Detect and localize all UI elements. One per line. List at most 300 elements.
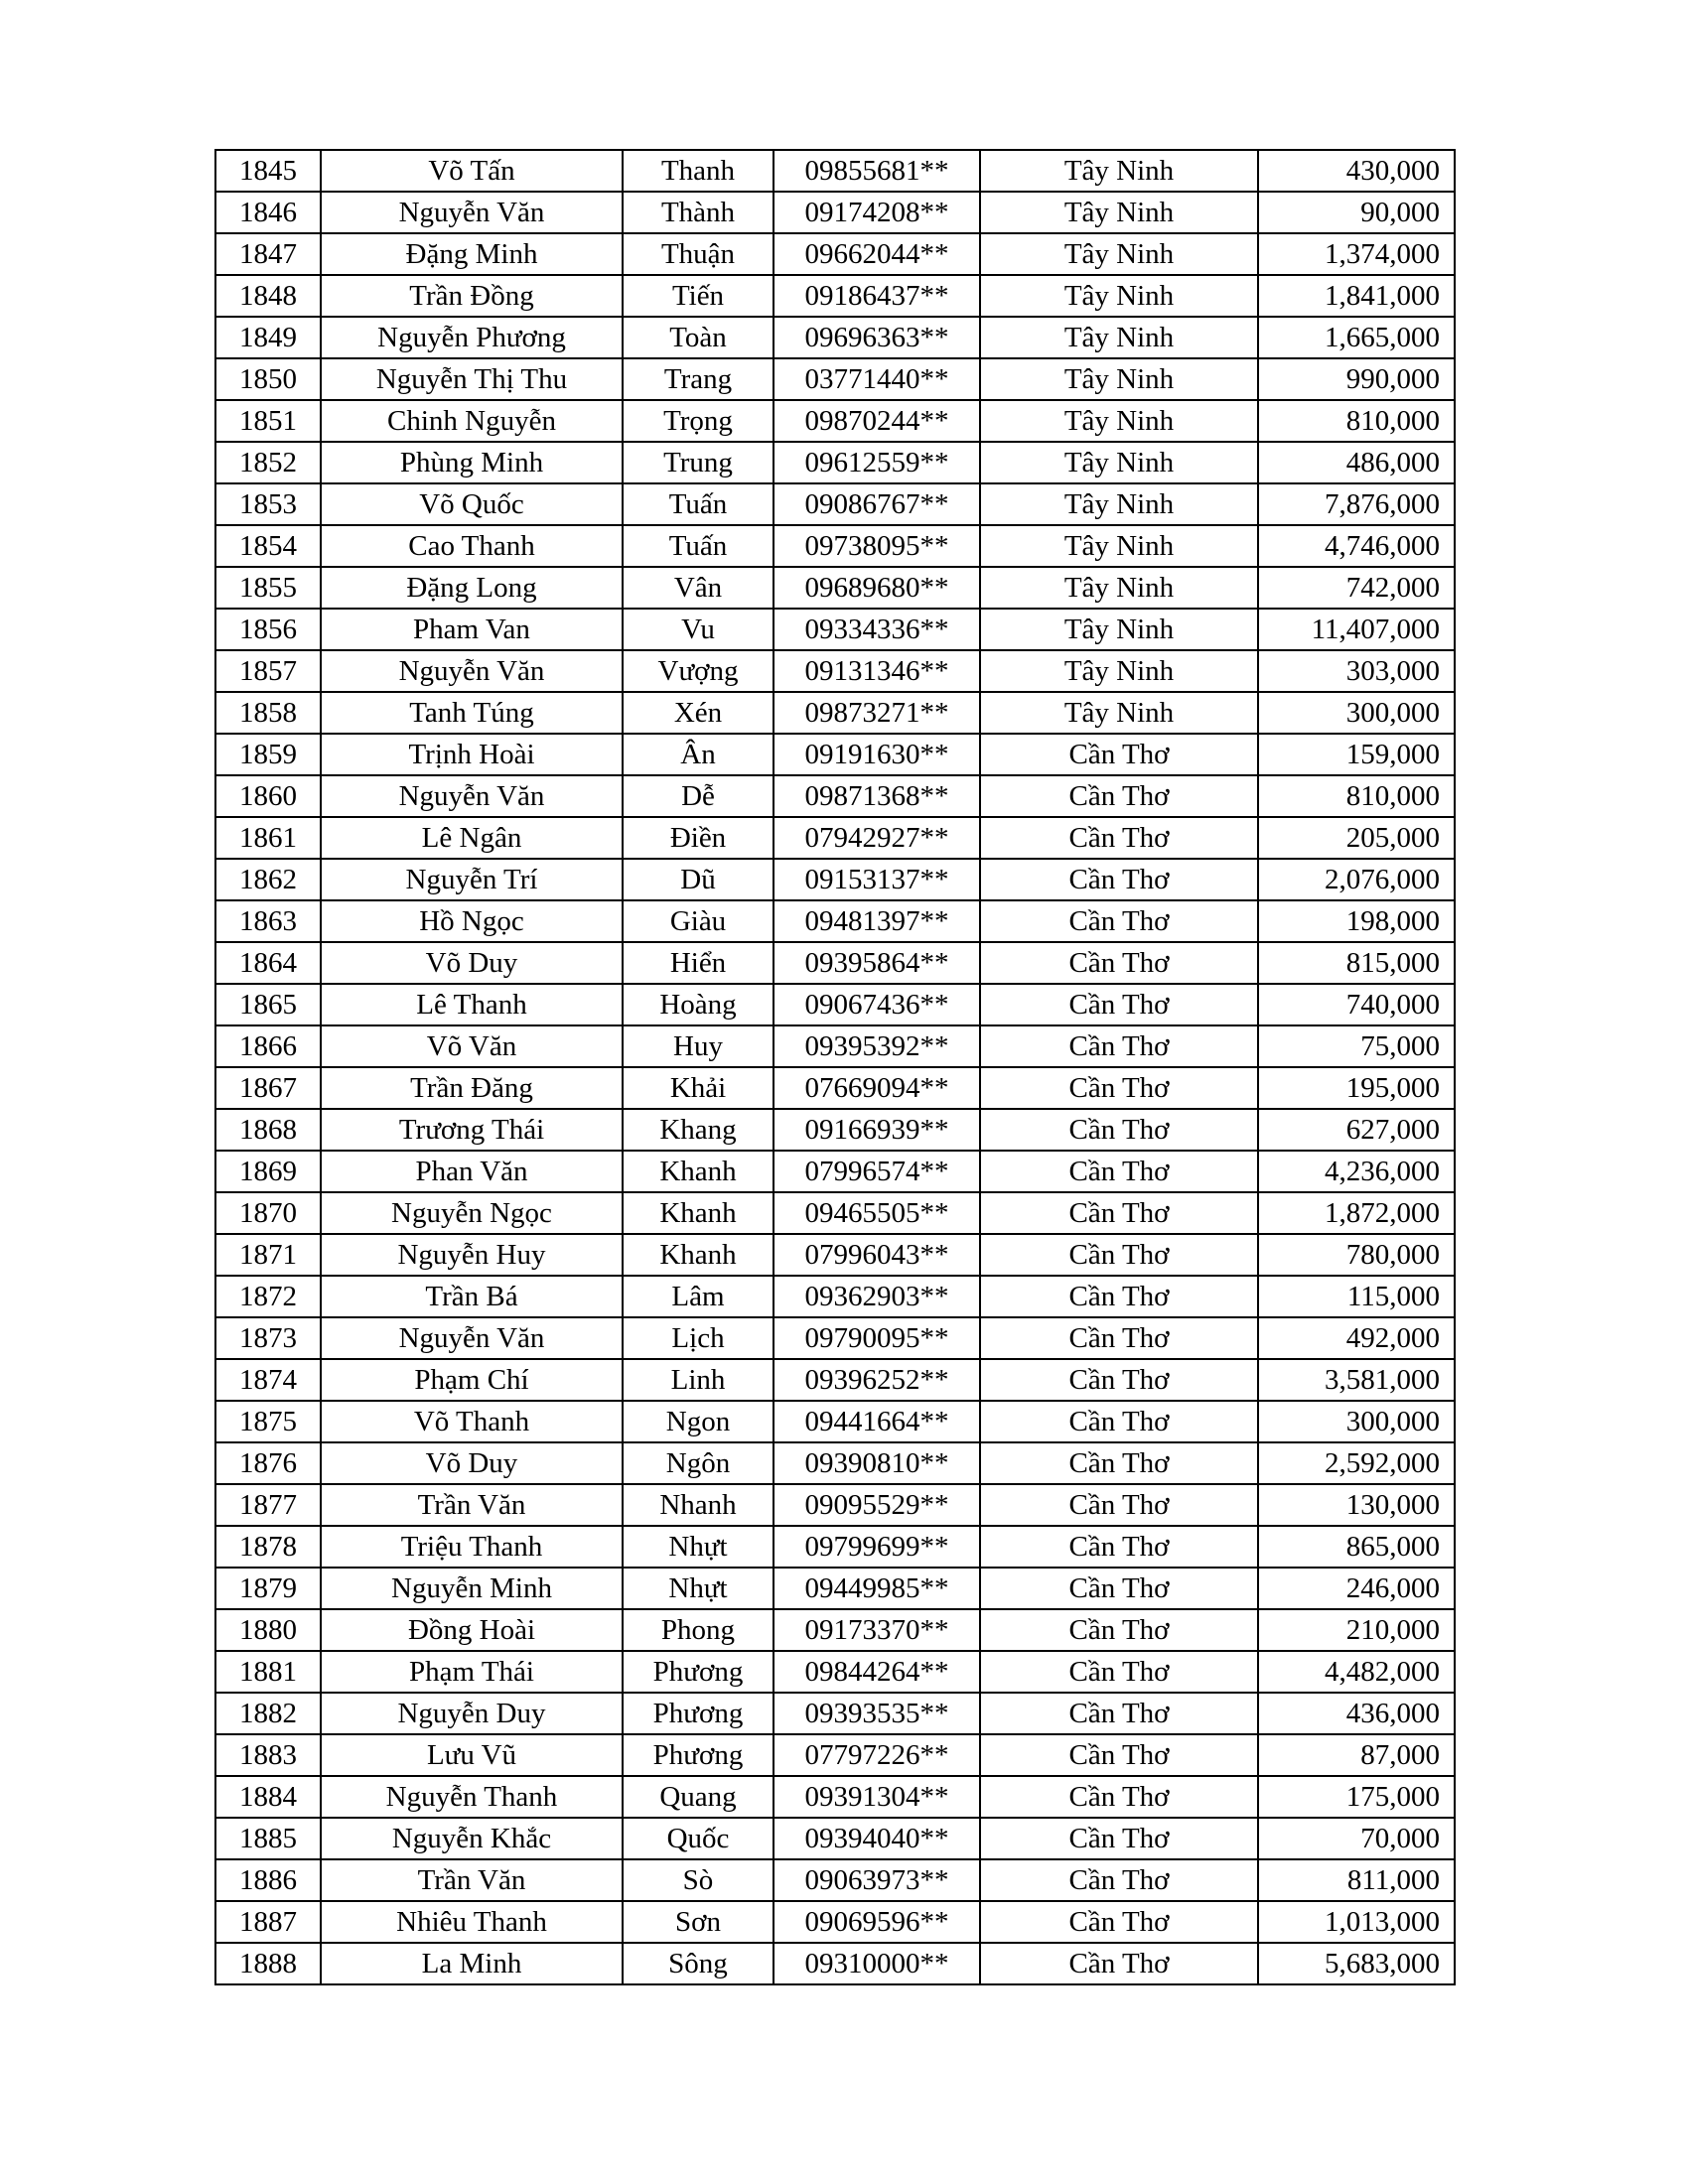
province-cell: Cần Thơ [980, 1109, 1258, 1151]
phone-cell: 09689680** [774, 567, 980, 609]
row-number-cell: 1868 [215, 1109, 321, 1151]
phone-cell: 07996043** [774, 1234, 980, 1276]
family-name-cell: Lưu Vũ [321, 1734, 623, 1776]
row-number-cell: 1882 [215, 1693, 321, 1734]
row-number-cell: 1861 [215, 817, 321, 859]
amount-cell: 175,000 [1258, 1776, 1455, 1818]
province-cell: Tây Ninh [980, 400, 1258, 442]
amount-cell: 205,000 [1258, 817, 1455, 859]
row-number-cell: 1849 [215, 317, 321, 358]
row-number-cell: 1879 [215, 1568, 321, 1609]
province-cell: Cần Thơ [980, 1484, 1258, 1526]
phone-cell: 09790095** [774, 1317, 980, 1359]
amount-cell: 492,000 [1258, 1317, 1455, 1359]
province-cell: Cần Thơ [980, 775, 1258, 817]
province-cell: Tây Ninh [980, 442, 1258, 483]
row-number-cell: 1846 [215, 192, 321, 233]
amount-cell: 990,000 [1258, 358, 1455, 400]
given-name-cell: Quang [623, 1776, 774, 1818]
given-name-cell: Khanh [623, 1234, 774, 1276]
row-number-cell: 1884 [215, 1776, 321, 1818]
phone-cell: 09481397** [774, 900, 980, 942]
amount-cell: 1,013,000 [1258, 1901, 1455, 1943]
row-number-cell: 1869 [215, 1151, 321, 1192]
row-number-cell: 1851 [215, 400, 321, 442]
table-row [215, 1776, 1455, 1818]
given-name-cell: Huy [623, 1025, 774, 1067]
province-cell: Cần Thơ [980, 1317, 1258, 1359]
amount-cell: 430,000 [1258, 150, 1455, 192]
table-row [215, 1025, 1455, 1067]
family-name-cell: Phạm Chí [321, 1359, 623, 1401]
amount-cell: 1,841,000 [1258, 275, 1455, 317]
province-cell: Cần Thơ [980, 1859, 1258, 1901]
family-name-cell: Nguyễn Văn [321, 192, 623, 233]
province-cell: Cần Thơ [980, 1442, 1258, 1484]
amount-cell: 5,683,000 [1258, 1943, 1455, 1984]
given-name-cell: Thành [623, 192, 774, 233]
phone-cell: 09086767** [774, 483, 980, 525]
row-number-cell: 1877 [215, 1484, 321, 1526]
given-name-cell: Vượng [623, 650, 774, 692]
phone-cell: 09173370** [774, 1609, 980, 1651]
given-name-cell: Trung [623, 442, 774, 483]
phone-cell: 09855681** [774, 150, 980, 192]
table-row [215, 317, 1455, 358]
province-cell: Cần Thơ [980, 1025, 1258, 1067]
province-cell: Cần Thơ [980, 942, 1258, 984]
table-row [215, 1067, 1455, 1109]
amount-cell: 7,876,000 [1258, 483, 1455, 525]
phone-cell: 09310000** [774, 1943, 980, 1984]
row-number-cell: 1872 [215, 1276, 321, 1317]
amount-cell: 4,482,000 [1258, 1651, 1455, 1693]
family-name-cell: Cao Thanh [321, 525, 623, 567]
province-cell: Tây Ninh [980, 192, 1258, 233]
family-name-cell: La Minh [321, 1943, 623, 1984]
table-row [215, 817, 1455, 859]
family-name-cell: Nguyễn Văn [321, 1317, 623, 1359]
province-cell: Cần Thơ [980, 1609, 1258, 1651]
family-name-cell: Võ Duy [321, 942, 623, 984]
row-number-cell: 1863 [215, 900, 321, 942]
table-row [215, 1818, 1455, 1859]
province-cell: Tây Ninh [980, 233, 1258, 275]
province-cell: Cần Thơ [980, 900, 1258, 942]
given-name-cell: Khang [623, 1109, 774, 1151]
phone-cell: 07942927** [774, 817, 980, 859]
amount-cell: 90,000 [1258, 192, 1455, 233]
table-row [215, 1442, 1455, 1484]
table-row [215, 1109, 1455, 1151]
phone-cell: 09395392** [774, 1025, 980, 1067]
province-cell: Tây Ninh [980, 150, 1258, 192]
row-number-cell: 1858 [215, 692, 321, 734]
recipient-table [214, 149, 1456, 1985]
row-number-cell: 1862 [215, 859, 321, 900]
row-number-cell: 1871 [215, 1234, 321, 1276]
amount-cell: 742,000 [1258, 567, 1455, 609]
province-cell: Cần Thơ [980, 1151, 1258, 1192]
row-number-cell: 1875 [215, 1401, 321, 1442]
table-row [215, 150, 1455, 192]
given-name-cell: Trang [623, 358, 774, 400]
phone-cell: 09696363** [774, 317, 980, 358]
row-number-cell: 1845 [215, 150, 321, 192]
given-name-cell: Sông [623, 1943, 774, 1984]
row-number-cell: 1870 [215, 1192, 321, 1234]
table-row [215, 192, 1455, 233]
phone-cell: 09738095** [774, 525, 980, 567]
row-number-cell: 1850 [215, 358, 321, 400]
phone-cell: 09396252** [774, 1359, 980, 1401]
amount-cell: 210,000 [1258, 1609, 1455, 1651]
amount-cell: 300,000 [1258, 692, 1455, 734]
family-name-cell: Nguyễn Văn [321, 775, 623, 817]
table-row [215, 609, 1455, 650]
table-row [215, 1901, 1455, 1943]
family-name-cell: Nguyễn Huy [321, 1234, 623, 1276]
phone-cell: 09844264** [774, 1651, 980, 1693]
amount-cell: 159,000 [1258, 734, 1455, 775]
given-name-cell: Phong [623, 1609, 774, 1651]
province-cell: Tây Ninh [980, 275, 1258, 317]
given-name-cell: Dễ [623, 775, 774, 817]
province-cell: Cần Thơ [980, 1818, 1258, 1859]
phone-cell: 09131346** [774, 650, 980, 692]
province-cell: Cần Thơ [980, 1359, 1258, 1401]
family-name-cell: Nguyễn Văn [321, 650, 623, 692]
row-number-cell: 1867 [215, 1067, 321, 1109]
province-cell: Cần Thơ [980, 1776, 1258, 1818]
phone-cell: 09166939** [774, 1109, 980, 1151]
phone-cell: 09870244** [774, 400, 980, 442]
table-row [215, 734, 1455, 775]
amount-cell: 300,000 [1258, 1401, 1455, 1442]
given-name-cell: Phương [623, 1693, 774, 1734]
province-cell: Cần Thơ [980, 734, 1258, 775]
row-number-cell: 1873 [215, 1317, 321, 1359]
given-name-cell: Vu [623, 609, 774, 650]
family-name-cell: Võ Văn [321, 1025, 623, 1067]
row-number-cell: 1848 [215, 275, 321, 317]
family-name-cell: Chinh Nguyễn [321, 400, 623, 442]
family-name-cell: Trịnh Hoài [321, 734, 623, 775]
amount-cell: 811,000 [1258, 1859, 1455, 1901]
phone-cell: 07996574** [774, 1151, 980, 1192]
phone-cell: 09063973** [774, 1859, 980, 1901]
phone-cell: 09873271** [774, 692, 980, 734]
row-number-cell: 1866 [215, 1025, 321, 1067]
family-name-cell: Lê Ngân [321, 817, 623, 859]
amount-cell: 740,000 [1258, 984, 1455, 1025]
table-row [215, 1693, 1455, 1734]
row-number-cell: 1853 [215, 483, 321, 525]
family-name-cell: Nguyễn Duy [321, 1693, 623, 1734]
province-cell: Tây Ninh [980, 609, 1258, 650]
table-row [215, 1609, 1455, 1651]
phone-cell: 09871368** [774, 775, 980, 817]
table-row [215, 400, 1455, 442]
phone-cell: 09186437** [774, 275, 980, 317]
family-name-cell: Nguyễn Ngọc [321, 1192, 623, 1234]
family-name-cell: Nhiêu Thanh [321, 1901, 623, 1943]
phone-cell: 03771440** [774, 358, 980, 400]
family-name-cell: Hồ Ngọc [321, 900, 623, 942]
province-cell: Cần Thơ [980, 817, 1258, 859]
family-name-cell: Võ Tấn [321, 150, 623, 192]
family-name-cell: Trương Thái [321, 1109, 623, 1151]
amount-cell: 1,374,000 [1258, 233, 1455, 275]
family-name-cell: Nguyễn Trí [321, 859, 623, 900]
phone-cell: 09465505** [774, 1192, 980, 1234]
given-name-cell: Vân [623, 567, 774, 609]
phone-cell: 09191630** [774, 734, 980, 775]
amount-cell: 4,746,000 [1258, 525, 1455, 567]
province-cell: Cần Thơ [980, 859, 1258, 900]
given-name-cell: Linh [623, 1359, 774, 1401]
table-row [215, 650, 1455, 692]
amount-cell: 4,236,000 [1258, 1151, 1455, 1192]
province-cell: Cần Thơ [980, 1568, 1258, 1609]
row-number-cell: 1881 [215, 1651, 321, 1693]
family-name-cell: Trần Đồng [321, 275, 623, 317]
table-row [215, 233, 1455, 275]
phone-cell: 07669094** [774, 1067, 980, 1109]
table-row [215, 775, 1455, 817]
phone-cell: 07797226** [774, 1734, 980, 1776]
given-name-cell: Ân [623, 734, 774, 775]
given-name-cell: Nhanh [623, 1484, 774, 1526]
province-cell: Tây Ninh [980, 567, 1258, 609]
family-name-cell: Đồng Hoài [321, 1609, 623, 1651]
given-name-cell: Lịch [623, 1317, 774, 1359]
amount-cell: 627,000 [1258, 1109, 1455, 1151]
family-name-cell: Võ Duy [321, 1442, 623, 1484]
table-row [215, 1526, 1455, 1568]
given-name-cell: Tuấn [623, 483, 774, 525]
family-name-cell: Tanh Túng [321, 692, 623, 734]
province-cell: Tây Ninh [980, 483, 1258, 525]
amount-cell: 195,000 [1258, 1067, 1455, 1109]
phone-cell: 09334336** [774, 609, 980, 650]
row-number-cell: 1880 [215, 1609, 321, 1651]
table-row [215, 525, 1455, 567]
given-name-cell: Tuấn [623, 525, 774, 567]
table-row [215, 1234, 1455, 1276]
province-cell: Tây Ninh [980, 525, 1258, 567]
family-name-cell: Nguyễn Thanh [321, 1776, 623, 1818]
phone-cell: 09441664** [774, 1401, 980, 1442]
phone-cell: 09612559** [774, 442, 980, 483]
given-name-cell: Ngôn [623, 1442, 774, 1484]
table-row [215, 1151, 1455, 1192]
province-cell: Cần Thơ [980, 1734, 1258, 1776]
given-name-cell: Khanh [623, 1151, 774, 1192]
amount-cell: 130,000 [1258, 1484, 1455, 1526]
table-row [215, 1651, 1455, 1693]
phone-cell: 09391304** [774, 1776, 980, 1818]
family-name-cell: Phạm Thái [321, 1651, 623, 1693]
given-name-cell: Tiến [623, 275, 774, 317]
table-row [215, 984, 1455, 1025]
amount-cell: 780,000 [1258, 1234, 1455, 1276]
row-number-cell: 1888 [215, 1943, 321, 1984]
province-cell: Cần Thơ [980, 1234, 1258, 1276]
table-row [215, 900, 1455, 942]
amount-cell: 303,000 [1258, 650, 1455, 692]
amount-cell: 486,000 [1258, 442, 1455, 483]
province-cell: Cần Thơ [980, 1192, 1258, 1234]
amount-cell: 2,592,000 [1258, 1442, 1455, 1484]
family-name-cell: Phùng Minh [321, 442, 623, 483]
row-number-cell: 1852 [215, 442, 321, 483]
amount-cell: 436,000 [1258, 1693, 1455, 1734]
row-number-cell: 1878 [215, 1526, 321, 1568]
amount-cell: 3,581,000 [1258, 1359, 1455, 1401]
table-row [215, 442, 1455, 483]
given-name-cell: Dũ [623, 859, 774, 900]
row-number-cell: 1856 [215, 609, 321, 650]
table-row [215, 942, 1455, 984]
table-row [215, 358, 1455, 400]
given-name-cell: Hiển [623, 942, 774, 984]
family-name-cell: Nguyễn Khắc [321, 1818, 623, 1859]
row-number-cell: 1847 [215, 233, 321, 275]
province-cell: Cần Thơ [980, 1067, 1258, 1109]
phone-cell: 09095529** [774, 1484, 980, 1526]
given-name-cell: Hoàng [623, 984, 774, 1025]
province-cell: Cần Thơ [980, 1901, 1258, 1943]
amount-cell: 75,000 [1258, 1025, 1455, 1067]
table-row [215, 692, 1455, 734]
family-name-cell: Nguyễn Thị Thu [321, 358, 623, 400]
family-name-cell: Lê Thanh [321, 984, 623, 1025]
row-number-cell: 1857 [215, 650, 321, 692]
table-row [215, 1401, 1455, 1442]
family-name-cell: Võ Thanh [321, 1401, 623, 1442]
phone-cell: 09393535** [774, 1693, 980, 1734]
row-number-cell: 1865 [215, 984, 321, 1025]
province-cell: Cần Thơ [980, 1651, 1258, 1693]
province-cell: Cần Thơ [980, 1943, 1258, 1984]
phone-cell: 09395864** [774, 942, 980, 984]
given-name-cell: Trọng [623, 400, 774, 442]
row-number-cell: 1887 [215, 1901, 321, 1943]
given-name-cell: Xén [623, 692, 774, 734]
family-name-cell: Trần Bá [321, 1276, 623, 1317]
row-number-cell: 1876 [215, 1442, 321, 1484]
province-cell: Tây Ninh [980, 692, 1258, 734]
given-name-cell: Phương [623, 1734, 774, 1776]
province-cell: Tây Ninh [980, 317, 1258, 358]
table-row [215, 1359, 1455, 1401]
table-row [215, 1859, 1455, 1901]
amount-cell: 115,000 [1258, 1276, 1455, 1317]
amount-cell: 1,665,000 [1258, 317, 1455, 358]
phone-cell: 09394040** [774, 1818, 980, 1859]
given-name-cell: Giàu [623, 900, 774, 942]
given-name-cell: Điền [623, 817, 774, 859]
amount-cell: 70,000 [1258, 1818, 1455, 1859]
given-name-cell: Toàn [623, 317, 774, 358]
family-name-cell: Võ Quốc [321, 483, 623, 525]
table-row [215, 1192, 1455, 1234]
family-name-cell: Đặng Minh [321, 233, 623, 275]
province-cell: Cần Thơ [980, 1693, 1258, 1734]
amount-cell: 815,000 [1258, 942, 1455, 984]
row-number-cell: 1886 [215, 1859, 321, 1901]
province-cell: Cần Thơ [980, 984, 1258, 1025]
family-name-cell: Trần Văn [321, 1859, 623, 1901]
table-row [215, 567, 1455, 609]
given-name-cell: Phương [623, 1651, 774, 1693]
given-name-cell: Ngon [623, 1401, 774, 1442]
phone-cell: 09449985** [774, 1568, 980, 1609]
table-row [215, 483, 1455, 525]
amount-cell: 2,076,000 [1258, 859, 1455, 900]
row-number-cell: 1864 [215, 942, 321, 984]
phone-cell: 09362903** [774, 1276, 980, 1317]
family-name-cell: Phan Văn [321, 1151, 623, 1192]
given-name-cell: Nhựt [623, 1568, 774, 1609]
given-name-cell: Thuận [623, 233, 774, 275]
row-number-cell: 1883 [215, 1734, 321, 1776]
phone-cell: 09069596** [774, 1901, 980, 1943]
amount-cell: 810,000 [1258, 775, 1455, 817]
amount-cell: 1,872,000 [1258, 1192, 1455, 1234]
given-name-cell: Khải [623, 1067, 774, 1109]
province-cell: Cần Thơ [980, 1276, 1258, 1317]
amount-cell: 246,000 [1258, 1568, 1455, 1609]
row-number-cell: 1854 [215, 525, 321, 567]
phone-cell: 09662044** [774, 233, 980, 275]
given-name-cell: Sơn [623, 1901, 774, 1943]
amount-cell: 865,000 [1258, 1526, 1455, 1568]
phone-cell: 09390810** [774, 1442, 980, 1484]
table-row [215, 1568, 1455, 1609]
amount-cell: 11,407,000 [1258, 609, 1455, 650]
given-name-cell: Khanh [623, 1192, 774, 1234]
table-row [215, 1734, 1455, 1776]
given-name-cell: Thanh [623, 150, 774, 192]
family-name-cell: Nguyễn Minh [321, 1568, 623, 1609]
family-name-cell: Trần Văn [321, 1484, 623, 1526]
family-name-cell: Pham Van [321, 609, 623, 650]
row-number-cell: 1855 [215, 567, 321, 609]
province-cell: Cần Thơ [980, 1401, 1258, 1442]
amount-cell: 810,000 [1258, 400, 1455, 442]
province-cell: Tây Ninh [980, 650, 1258, 692]
table-row [215, 1484, 1455, 1526]
given-name-cell: Sò [623, 1859, 774, 1901]
family-name-cell: Triệu Thanh [321, 1526, 623, 1568]
phone-cell: 09174208** [774, 192, 980, 233]
phone-cell: 09799699** [774, 1526, 980, 1568]
amount-cell: 87,000 [1258, 1734, 1455, 1776]
province-cell: Tây Ninh [980, 358, 1258, 400]
family-name-cell: Đặng Long [321, 567, 623, 609]
family-name-cell: Trần Đăng [321, 1067, 623, 1109]
amount-cell: 198,000 [1258, 900, 1455, 942]
row-number-cell: 1874 [215, 1359, 321, 1401]
table-row [215, 1317, 1455, 1359]
table-row [215, 1276, 1455, 1317]
given-name-cell: Quốc [623, 1818, 774, 1859]
table-row [215, 275, 1455, 317]
table-row [215, 1943, 1455, 1984]
given-name-cell: Lâm [623, 1276, 774, 1317]
